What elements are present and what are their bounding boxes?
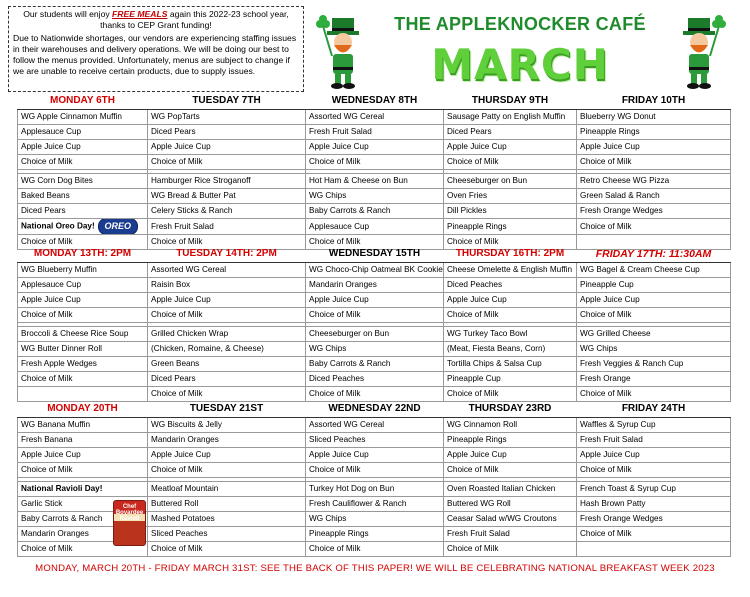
menu-item: Hash Brown Patty bbox=[577, 496, 731, 511]
menu-row bbox=[18, 173, 731, 188]
menu-item: French Toast & Syrup Cup bbox=[577, 481, 731, 496]
menu-item: Fresh Fruit Salad bbox=[444, 526, 577, 541]
footer-notice: MONDAY, MARCH 20TH - FRIDAY MARCH 31ST: SEE THE BACK OF THIS PAPER! WE WILL BE CELEBRATING NATIONAL BREAKFAST WEEK 2023 bbox=[35, 563, 715, 574]
menu-item: Choice of Milk bbox=[577, 462, 731, 477]
menu-row bbox=[18, 371, 731, 386]
menu-item: WG Grilled Cheese bbox=[577, 326, 731, 341]
menu-item: Choice of Milk bbox=[306, 386, 444, 401]
menu-item: (Meat, Fiesta Beans, Corn) bbox=[444, 341, 577, 356]
menu-item: Ceasar Salad w/WG Croutons bbox=[444, 511, 577, 526]
day-header: WEDNESDAY 8TH bbox=[306, 93, 444, 109]
special-day-label: National Oreo Day! bbox=[21, 221, 95, 231]
menu-item: Choice of Milk bbox=[444, 307, 577, 322]
menu-item: Applesauce Cup bbox=[18, 124, 148, 139]
menu-item: Apple Juice Cup bbox=[577, 292, 731, 307]
menu-item: Choice of Milk bbox=[444, 462, 577, 477]
menu-item: Choice of Milk bbox=[577, 307, 731, 322]
menu-item: Buttered Roll bbox=[148, 496, 306, 511]
menu-item: Green Beans bbox=[148, 356, 306, 371]
menu-row bbox=[18, 417, 731, 432]
menu-item: Baby Carrots & Ranch bbox=[306, 356, 444, 371]
menu-item: WG Butter Dinner Roll bbox=[18, 341, 148, 356]
week-2-table bbox=[17, 246, 731, 402]
menu-item: Sliced Peaches bbox=[148, 526, 306, 541]
menu-row bbox=[18, 218, 731, 234]
menu-item: Apple Juice Cup bbox=[444, 447, 577, 462]
menu-item: Apple Juice Cup bbox=[18, 447, 148, 462]
notice-line-2: Due to Nationwide shortages, our vendors are experiencing staffing issues in their warehouses and delivery operations. We will be doing our best to follow the menus provided. Unfortunately, menus are subject to change if we are unable to receive certain products, due to supply issues. bbox=[13, 33, 297, 76]
menu-item: Dill Pickles bbox=[444, 203, 577, 218]
menu-item: WG Chips bbox=[306, 511, 444, 526]
day-header: TUESDAY 14TH: 2PM bbox=[148, 246, 306, 262]
menu-item: Pineapple Rings bbox=[444, 218, 577, 234]
menu-item: Choice of Milk bbox=[444, 234, 577, 249]
menu-item: Tortilla Chips & Salsa Cup bbox=[444, 356, 577, 371]
menu-item: Garlic Stick bbox=[18, 496, 148, 511]
menu-item: Pineapple Rings bbox=[306, 526, 444, 541]
menu-item: Mashed Potatoes bbox=[148, 511, 306, 526]
day-header: FRIDAY 17TH: 11:30AM bbox=[577, 246, 731, 262]
menu-item: WG Chips bbox=[306, 188, 444, 203]
menu-item: Choice of Milk bbox=[306, 541, 444, 556]
menu-item: Fresh Veggies & Ranch Cup bbox=[577, 356, 731, 371]
leprechaun-right-icon bbox=[668, 12, 730, 90]
menu-item: Hamburger Rice Stroganoff bbox=[148, 173, 306, 188]
menu-item: Diced Pears bbox=[148, 124, 306, 139]
menu-row bbox=[18, 124, 731, 139]
menu-item: WG Bagel & Cream Cheese Cup bbox=[577, 262, 731, 277]
oreo-logo-icon: OREO bbox=[99, 219, 137, 234]
menu-item: Apple Juice Cup bbox=[306, 447, 444, 462]
menu-item: Green Salad & Ranch bbox=[577, 188, 731, 203]
menu-item: Oven Roasted Italian Chicken bbox=[444, 481, 577, 496]
menu-item: Choice of Milk bbox=[18, 371, 148, 386]
menu-item: Fresh Fruit Salad bbox=[148, 218, 306, 234]
menu-item: Cheeseburger on Bun bbox=[306, 326, 444, 341]
day-header: TUESDAY 21ST bbox=[148, 401, 306, 417]
menu-item: Choice of Milk bbox=[18, 307, 148, 322]
menu-item: Pineapple Rings bbox=[444, 432, 577, 447]
menu-item: Applesauce Cup bbox=[306, 218, 444, 234]
menu-item: Fresh Cauliflower & Ranch bbox=[306, 496, 444, 511]
menu-item: Choice of Milk bbox=[18, 462, 148, 477]
menu-row bbox=[18, 307, 731, 322]
menu-item: Meatloaf Mountain bbox=[148, 481, 306, 496]
day-header: WEDNESDAY 15TH bbox=[306, 246, 444, 262]
day-header: FRIDAY 10TH bbox=[577, 93, 731, 109]
menu-item: Assorted WG Cereal bbox=[148, 262, 306, 277]
menu-item: WG Chips bbox=[577, 341, 731, 356]
menu-item bbox=[18, 218, 148, 234]
menu-item: Cheeseburger on Bun bbox=[444, 173, 577, 188]
day-header: FRIDAY 24TH bbox=[577, 401, 731, 417]
menu-item: Diced Pears bbox=[444, 124, 577, 139]
day-header: MONDAY 6TH bbox=[18, 93, 148, 109]
menu-row bbox=[18, 462, 731, 477]
menu-row bbox=[18, 262, 731, 277]
menu-item: Baby Carrots & Ranch bbox=[306, 203, 444, 218]
menu-item: Pineapple Cup bbox=[577, 277, 731, 292]
menu-item: Mandarin Oranges bbox=[306, 277, 444, 292]
menu-row bbox=[18, 386, 731, 401]
menu-item: WG Corn Dog Bites bbox=[18, 173, 148, 188]
menu-item: Baby Carrots & Ranch bbox=[18, 511, 148, 526]
menu-row bbox=[18, 447, 731, 462]
menu-item: Fresh Apple Wedges bbox=[18, 356, 148, 371]
menu-item: Cheese Omelette & English Muffin bbox=[444, 262, 577, 277]
menu-item: Baked Beans bbox=[18, 188, 148, 203]
menu-item: Choice of Milk bbox=[18, 154, 148, 169]
week-2-header bbox=[18, 246, 731, 262]
menu-row bbox=[18, 356, 731, 371]
week-1-header bbox=[18, 93, 731, 109]
menu-item: Grilled Chicken Wrap bbox=[148, 326, 306, 341]
month-title: MARCH bbox=[431, 40, 609, 89]
menu-row bbox=[18, 326, 731, 341]
menu-row bbox=[18, 139, 731, 154]
week-3-header bbox=[18, 401, 731, 417]
menu-item: Oven Fries bbox=[444, 188, 577, 203]
menu-item: Celery Sticks & Ranch bbox=[148, 203, 306, 218]
menu-item: Pineapple Cup bbox=[444, 371, 577, 386]
menu-item: Choice of Milk bbox=[577, 218, 731, 234]
menu-item: Assorted WG Cereal bbox=[306, 109, 444, 124]
menu-item: WG Banana Muffin bbox=[18, 417, 148, 432]
day-header: TUESDAY 7TH bbox=[148, 93, 306, 109]
menu-item: WG Apple Cinnamon Muffin bbox=[18, 109, 148, 124]
menu-item: Choice of Milk bbox=[577, 386, 731, 401]
menu-item: Choice of Milk bbox=[148, 234, 306, 249]
day-header: THURSDAY 9TH bbox=[444, 93, 577, 109]
menu-item: Choice of Milk bbox=[148, 386, 306, 401]
menu-item: Retro Cheese WG Pizza bbox=[577, 173, 731, 188]
menu-item: Choice of Milk bbox=[577, 526, 731, 541]
menu-item: Pineapple Rings bbox=[577, 124, 731, 139]
menu-item: (Chicken, Romaine, & Cheese) bbox=[148, 341, 306, 356]
menu-item: Diced Pears bbox=[18, 203, 148, 218]
special-day-label: National Ravioli Day! bbox=[18, 481, 148, 496]
menu-row bbox=[18, 188, 731, 203]
menu-item: Choice of Milk bbox=[306, 154, 444, 169]
day-header: THURSDAY 23RD bbox=[444, 401, 577, 417]
menu-item: Apple Juice Cup bbox=[306, 292, 444, 307]
notice-box bbox=[8, 6, 304, 92]
day-header: WEDNESDAY 22ND bbox=[306, 401, 444, 417]
leprechaun-left-icon bbox=[312, 12, 374, 90]
menu-item: Blueberry WG Donut bbox=[577, 109, 731, 124]
menu-item: Diced Pears bbox=[148, 371, 306, 386]
menu-item: Raisin Box bbox=[148, 277, 306, 292]
day-header: MONDAY 13TH: 2PM bbox=[18, 246, 148, 262]
menu-row bbox=[18, 277, 731, 292]
menu-item: Choice of Milk bbox=[18, 234, 148, 249]
menu-item: Assorted WG Cereal bbox=[306, 417, 444, 432]
menu-item: Fresh Fruit Salad bbox=[306, 124, 444, 139]
menu-item: WG PopTarts bbox=[148, 109, 306, 124]
menu-row bbox=[18, 292, 731, 307]
menu-item: Apple Juice Cup bbox=[148, 292, 306, 307]
menu-item: Choice of Milk bbox=[444, 541, 577, 556]
menu-item: Fresh Orange bbox=[577, 371, 731, 386]
menu-item: Apple Juice Cup bbox=[148, 139, 306, 154]
day-header: MONDAY 20TH bbox=[18, 401, 148, 417]
menu-item: Turkey Hot Dog on Bun bbox=[306, 481, 444, 496]
menu-item: WG Turkey Taco Bowl bbox=[444, 326, 577, 341]
menu-item: Diced Peaches bbox=[444, 277, 577, 292]
menu-item: Choice of Milk bbox=[306, 234, 444, 249]
cafe-title: THE APPLEKNOCKER CAFÉ bbox=[394, 14, 646, 34]
menu-item: Choice of Milk bbox=[148, 307, 306, 322]
menu-item: Apple Juice Cup bbox=[18, 292, 148, 307]
menu-item: Choice of Milk bbox=[148, 541, 306, 556]
menu-item: Choice of Milk bbox=[148, 462, 306, 477]
menu-item: Apple Juice Cup bbox=[148, 447, 306, 462]
menu-item: WG Choco-Chip Oatmeal BK Cookie bbox=[306, 262, 444, 277]
menu-item: WG Bread & Butter Pat bbox=[148, 188, 306, 203]
menu-item: Choice of Milk bbox=[306, 307, 444, 322]
menu-item: Apple Juice Cup bbox=[18, 139, 148, 154]
menu-item: Choice of Milk bbox=[444, 386, 577, 401]
menu-row bbox=[18, 432, 731, 447]
menu-item: Fresh Fruit Salad bbox=[577, 432, 731, 447]
ravioli-can-icon: Chef Boyardee Ravioli bbox=[113, 500, 146, 546]
menu-row bbox=[18, 481, 731, 496]
menu-item: Fresh Orange Wedges bbox=[577, 511, 731, 526]
menu-item: Fresh Banana bbox=[18, 432, 148, 447]
menu-item: Choice of Milk bbox=[18, 541, 148, 556]
menu-item: Fresh Orange Wedges bbox=[577, 203, 731, 218]
notice-line-1: Our students will enjoy FREE MEALS again this 2022-23 school year, thanks to CEP Grant funding! bbox=[23, 9, 289, 30]
menu-item: Choice of Milk bbox=[306, 462, 444, 477]
menu-row bbox=[18, 341, 731, 356]
menu-item: Apple Juice Cup bbox=[577, 139, 731, 154]
menu-item: Apple Juice Cup bbox=[306, 139, 444, 154]
menu-item: WG Blueberry Muffin bbox=[18, 262, 148, 277]
menu-item: Sausage Patty on English Muffin bbox=[444, 109, 577, 124]
week-1-table bbox=[17, 93, 731, 250]
menu-row bbox=[18, 109, 731, 124]
menu-item: Sliced Peaches bbox=[306, 432, 444, 447]
menu-item: Waffles & Syrup Cup bbox=[577, 417, 731, 432]
menu-item: Applesauce Cup bbox=[18, 277, 148, 292]
menu-item: WG Biscuits & Jelly bbox=[148, 417, 306, 432]
menu-item: WG Chips bbox=[306, 341, 444, 356]
menu-item: Diced Peaches bbox=[306, 371, 444, 386]
menu-item: Mandarin Oranges bbox=[148, 432, 306, 447]
menu-item: Apple Juice Cup bbox=[577, 447, 731, 462]
menu-item: Hot Ham & Cheese on Bun bbox=[306, 173, 444, 188]
menu-item: Choice of Milk bbox=[577, 154, 731, 169]
menu-item: Apple Juice Cup bbox=[444, 292, 577, 307]
menu-item: Mandarin Oranges bbox=[18, 526, 148, 541]
menu-item: WG Cinnamon Roll bbox=[444, 417, 577, 432]
menu-item: Choice of Milk bbox=[444, 154, 577, 169]
menu-item bbox=[577, 541, 731, 556]
menu-item: Broccoli & Cheese Rice Soup bbox=[18, 326, 148, 341]
menu-item: Apple Juice Cup bbox=[444, 139, 577, 154]
menu-item: Choice of Milk bbox=[148, 154, 306, 169]
day-header: THURSDAY 16TH: 2PM bbox=[444, 246, 577, 262]
menu-item bbox=[18, 386, 148, 401]
menu-row bbox=[18, 154, 731, 169]
free-meals-text: FREE MEALS bbox=[112, 9, 168, 19]
menu-item: Buttered WG Roll bbox=[444, 496, 577, 511]
menu-row bbox=[18, 203, 731, 218]
